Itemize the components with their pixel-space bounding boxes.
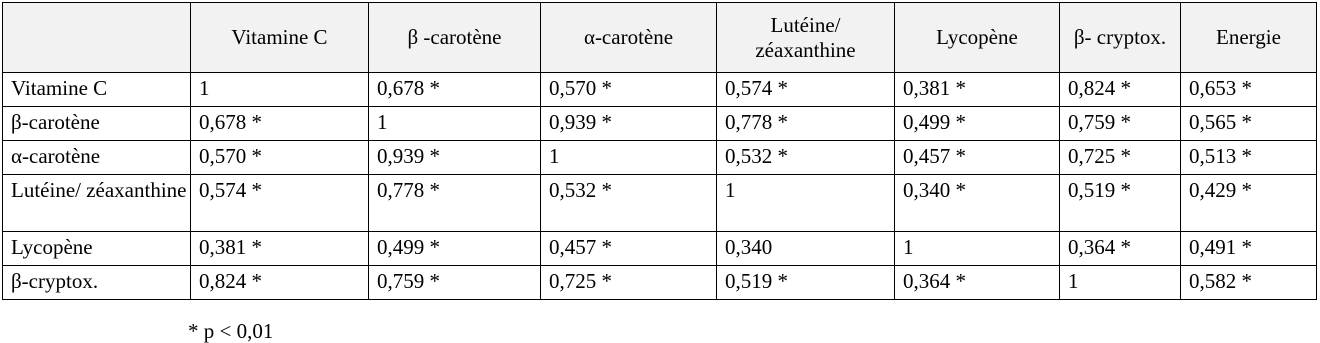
significance-footnote: * p < 0,01 xyxy=(188,319,274,343)
table-row xyxy=(3,266,1317,300)
row-header: Lutéine/ zéaxanthine xyxy=(3,175,191,232)
table-cell: 0,340 xyxy=(717,232,895,266)
table-cell: 1 xyxy=(895,232,1060,266)
table-cell: 0,381 * xyxy=(895,73,1060,107)
table-cell: 0,574 * xyxy=(717,73,895,107)
table-cell: 0,519 * xyxy=(717,266,895,300)
col-header-beta-carotene: β -carotène xyxy=(369,3,541,73)
row-header: β-cryptox. xyxy=(3,266,191,300)
table-cell: 0,778 * xyxy=(369,175,541,232)
table-cell: 0,364 * xyxy=(1060,232,1181,266)
table-row xyxy=(3,141,1317,175)
table-cell: 1 xyxy=(541,141,717,175)
table-cell: 0,457 * xyxy=(541,232,717,266)
table-row xyxy=(3,73,1317,107)
row-header: β-carotène xyxy=(3,107,191,141)
table-cell: 0,574 * xyxy=(191,175,369,232)
table-cell: 0,570 * xyxy=(191,141,369,175)
table-cell: 0,491 * xyxy=(1181,232,1317,266)
table-cell: 0,759 * xyxy=(369,266,541,300)
table-cell: 0,457 * xyxy=(895,141,1060,175)
table-cell: 0,499 * xyxy=(369,232,541,266)
col-header-beta-cryptox: β- cryptox. xyxy=(1060,3,1181,73)
col-header-energie: Energie xyxy=(1181,3,1317,73)
table-cell: 0,532 * xyxy=(541,175,717,232)
table-cell: 0,513 * xyxy=(1181,141,1317,175)
table-cell: 0,939 * xyxy=(369,141,541,175)
table-cell: 1 xyxy=(191,73,369,107)
table-cell: 0,582 * xyxy=(1181,266,1317,300)
table-cell: 0,570 * xyxy=(541,73,717,107)
row-header: Lycopène xyxy=(3,232,191,266)
corner-cell xyxy=(3,3,191,73)
table-cell: 1 xyxy=(717,175,895,232)
table-cell: 0,429 * xyxy=(1181,175,1317,232)
table-cell: 0,381 * xyxy=(191,232,369,266)
header-row xyxy=(3,3,1317,73)
col-header-alpha-carotene: α-carotène xyxy=(541,3,717,73)
table-cell: 0,678 * xyxy=(191,107,369,141)
table-cell: 0,824 * xyxy=(191,266,369,300)
table-cell: 0,519 * xyxy=(1060,175,1181,232)
col-header-luteine-zeaxanthine: Lutéine/ zéaxanthine xyxy=(717,3,895,73)
table-row xyxy=(3,175,1317,232)
table-row xyxy=(3,232,1317,266)
table-cell: 0,678 * xyxy=(369,73,541,107)
table-cell: 0,778 * xyxy=(717,107,895,141)
table-row xyxy=(3,107,1317,141)
correlation-table xyxy=(2,2,1317,300)
row-header: α-carotène xyxy=(3,141,191,175)
table-cell: 0,653 * xyxy=(1181,73,1317,107)
table-cell: 0,565 * xyxy=(1181,107,1317,141)
table-cell: 0,759 * xyxy=(1060,107,1181,141)
table-cell: 0,499 * xyxy=(895,107,1060,141)
col-header-lycopene: Lycopène xyxy=(895,3,1060,73)
table-cell: 1 xyxy=(1060,266,1181,300)
table-cell: 0,824 * xyxy=(1060,73,1181,107)
table-cell: 0,364 * xyxy=(895,266,1060,300)
table-cell: 0,725 * xyxy=(1060,141,1181,175)
table-cell: 1 xyxy=(369,107,541,141)
table-cell: 0,340 * xyxy=(895,175,1060,232)
col-header-vitamine-c: Vitamine C xyxy=(191,3,369,73)
table-cell: 0,532 * xyxy=(717,141,895,175)
table-cell: 0,725 * xyxy=(541,266,717,300)
row-header: Vitamine C xyxy=(3,73,191,107)
table-cell: 0,939 * xyxy=(541,107,717,141)
